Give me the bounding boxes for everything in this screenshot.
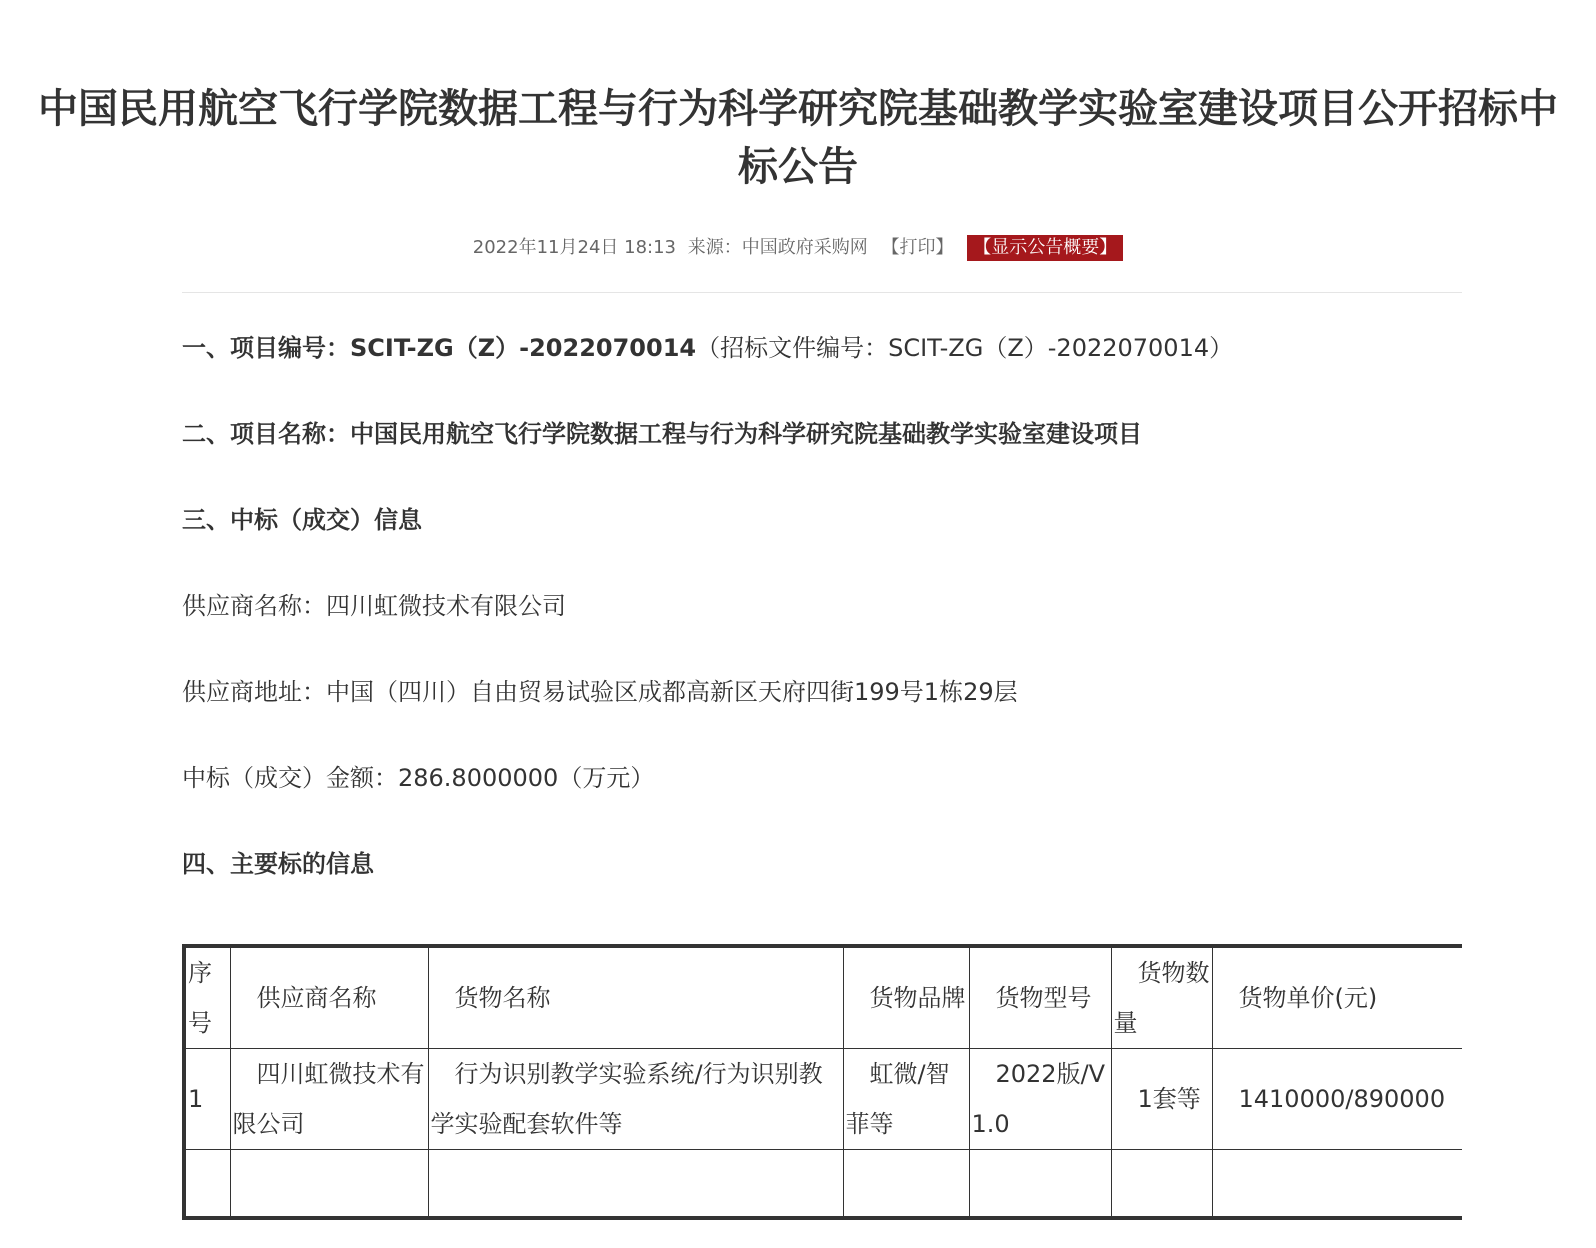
project-name — [182, 416, 1472, 452]
empty-cell — [230, 1150, 428, 1219]
article-body — [182, 330, 1472, 932]
header-supplier: 供应商名称 — [230, 946, 428, 1049]
publish-datetime: 2022年11月24日 18:13 — [472, 237, 676, 258]
cell-unit-price: 1410000/890000 — [1212, 1049, 1462, 1150]
project-name-label: 二、项目名称： — [182, 420, 350, 448]
items-table — [182, 944, 1462, 1220]
header-model: 货物型号 — [969, 946, 1111, 1049]
items-table-wrapper — [182, 944, 1462, 1224]
cell-supplier: 四川虹微技术有限公司 — [230, 1049, 428, 1150]
header-index: 序号 — [184, 946, 230, 1049]
cell-model: 2022版/V1.0 — [969, 1049, 1111, 1150]
empty-cell — [1212, 1150, 1462, 1219]
empty-cell — [969, 1150, 1111, 1219]
tender-file-number: （招标文件编号：SCIT-ZG（Z）-2022070014） — [696, 334, 1234, 362]
table-header-row — [184, 946, 1462, 1049]
cell-brand: 虹微/智菲等 — [843, 1049, 969, 1150]
table-row — [184, 1049, 1462, 1150]
empty-cell — [843, 1150, 969, 1219]
source-label: 来源： — [687, 237, 742, 258]
empty-cell — [428, 1150, 843, 1219]
empty-cell — [1111, 1150, 1212, 1219]
project-number-label: 一、项目编号： — [182, 334, 350, 362]
supplier-name: 供应商名称：四川虹微技术有限公司 — [182, 592, 566, 620]
print-link[interactable]: 【打印】 — [881, 237, 954, 258]
project-name-value: 中国民用航空飞行学院数据工程与行为科学研究院基础教学实验室建设项目 — [350, 420, 1142, 448]
table-row-empty — [184, 1150, 1462, 1219]
article-meta — [0, 234, 1596, 262]
main-items-heading: 四、主要标的信息 — [182, 850, 374, 878]
supplier-address: 供应商地址：中国（四川）自由贸易试验区成都高新区天府四街199号1栋29层 — [182, 678, 1018, 706]
source-name: 中国政府采购网 — [741, 237, 868, 258]
award-amount: 中标（成交）金额：286.8000000（万元） — [182, 764, 655, 792]
cell-goods: 行为识别教学实验系统/行为识别教学实验配套软件等 — [428, 1049, 843, 1150]
award-info-heading: 三、中标（成交）信息 — [182, 506, 422, 534]
header-goods: 货物名称 — [428, 946, 843, 1049]
project-number-value: SCIT-ZG（Z）-2022070014 — [350, 334, 697, 362]
page-title: 中国民用航空飞行学院数据工程与行为科学研究院基础教学实验室建设项目公开招标中标公告 — [38, 86, 1558, 190]
project-number — [182, 330, 1472, 366]
header-brand: 货物品牌 — [843, 946, 969, 1049]
header-quantity: 货物数量 — [1111, 946, 1212, 1049]
empty-cell — [184, 1150, 230, 1219]
header-divider — [182, 292, 1462, 293]
show-summary-button[interactable]: 【显示公告概要】 — [967, 235, 1123, 261]
cell-index: 1 — [184, 1049, 230, 1150]
cell-quantity: 1套等 — [1111, 1049, 1212, 1150]
header-unit-price: 货物单价(元) — [1212, 946, 1462, 1049]
